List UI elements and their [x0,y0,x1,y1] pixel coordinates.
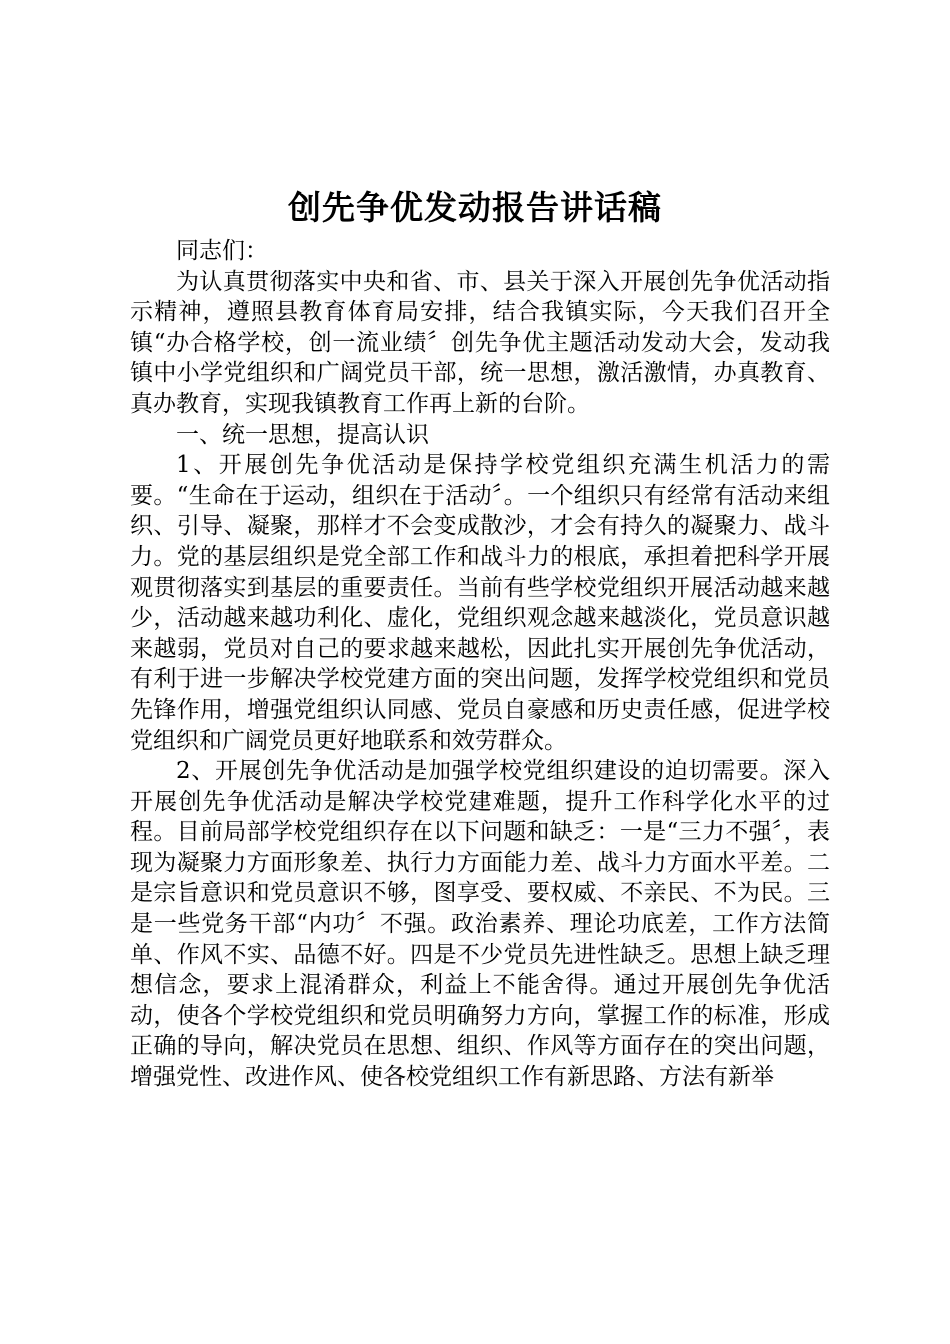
document-title: 创先争优发动报告讲话稿 [288,188,662,227]
paragraph-intro: 为认真贯彻落实中央和省、市、县关于深入开展创先争优活动指示精神，遵照县教育体育局安排，结合我镇实际，今天我们召开全镇“办合格学校，创一流业绩〞创先争优主题活动发动大会，发动我镇中小学党组织和广阔党员干部，统一思想，激活激情，办真教育、真办教育，实现我镇教育工作再上新的台阶。 [130,268,830,417]
paragraph-point-1: 1、开展创先争优活动是保持学校党组织充满生机活力的需要。“生命在于运动，组织在于活动〞。一个组织只有经常有活动来组织、引导、凝聚，那样才不会变成散沙，才会有持久的凝聚力、战斗力。党的基层组织是党全部工作和战斗力的根底，承担着把科学开展观贯彻落实到基层的重要责任。当前有些学校党组织开展活动越来越少，活动越来越功利化、虚化，党组织观念越来越淡化，党员意识越来越弱，党员对自己的要求越来越松，因此扎实开展创先争优活动，有利于进一步解决学校党建方面的突出问题，发挥学校党组织和党员先锋作用，增强党组织认同感、党员自豪感和历史责任感，促进学校党组织和广阔党员更好地联系和效劳群众。 [130,452,830,754]
section-heading-1: 一、统一思想，提高认识 [176,421,429,448]
paragraph-point-2: 2、开展创先争优活动是加强学校党组织建设的迫切需要。深入开展创先争优活动是解决学校党建难题，提升工作科学化水平的过程。目前局部学校党组织存在以下问题和缺乏：一是“三力不强〞，表现为凝聚力方面形象差、执行力方面能力差、战斗力方面水平差。二是宗旨意识和党员意识不够，图享受、要权威、不亲民、不为民。三是一些党务干部“内功〞不强。政治素养、理论功底差，工作方法简单、作风不实、品德不好。四是不少党员先进性缺乏。思想上缺乏理想信念，要求上混淆群众，利益上不能舍得。通过开展创先争优活动，使各个学校党组织和党员明确努力方向，掌握工作的标准，形成正确的导向，解决党员在思想、组织、作风等方面存在的突出问题，增强党性、改进作风、使各校党组织工作有新思路、方法有新举 [130,758,830,1091]
document-body [130,236,830,1093]
salutation: 同志们： [176,238,268,264]
